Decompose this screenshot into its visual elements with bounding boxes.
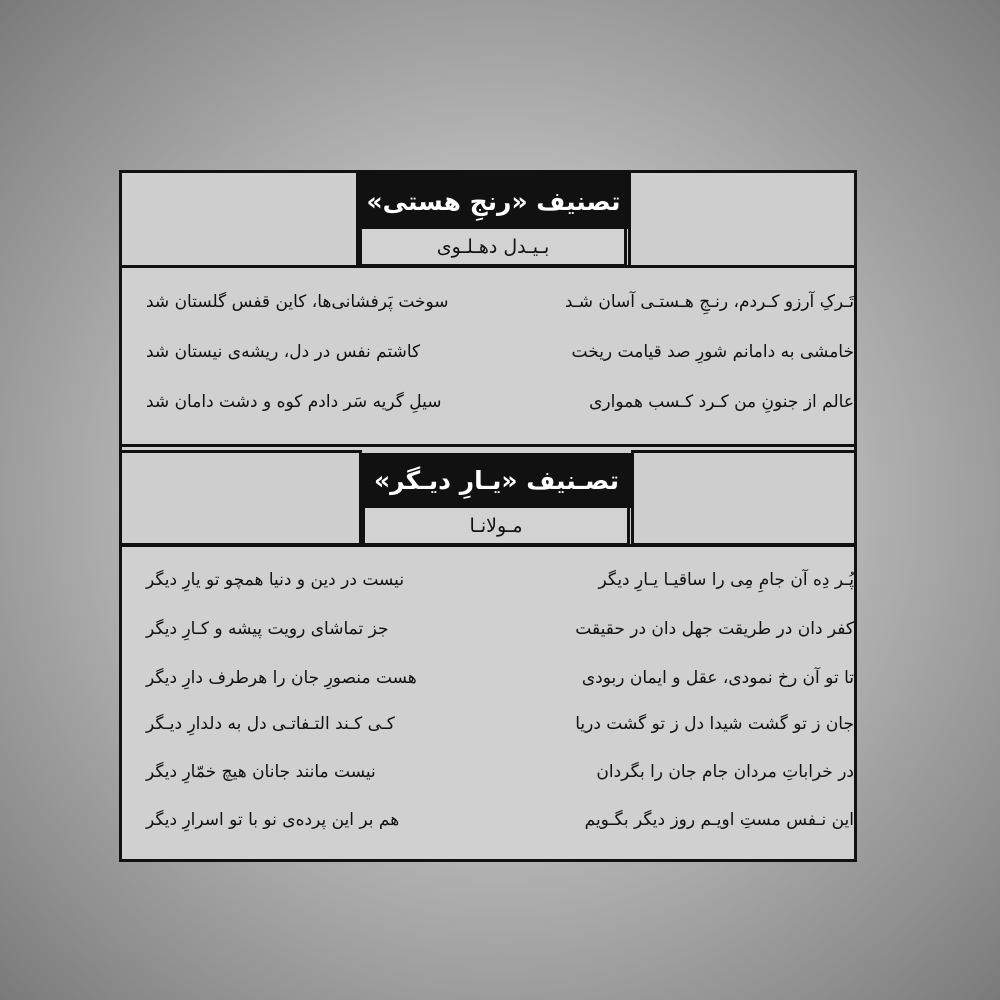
verse-2-5-second-hemistich: نیست مانند جانان هیچ خمّارِ دیگر	[146, 762, 376, 782]
verse-1-3-first-hemistich: عالم از جنونِ من کـرد کـسب همواری	[589, 392, 854, 412]
verse-2-2-second-hemistich: جز تماشای رویت پیشه و کـارِ دیگر	[146, 619, 389, 639]
header-left-panel-1	[119, 170, 359, 268]
verse-1-1-first-hemistich: تَـرکِ آرزو کـردم، رنـجِ هـستـی آسان شـد	[564, 292, 854, 312]
verse-2-4-first-hemistich: جان ز تو گشت شیدا دل ز تو گشت دریا	[575, 714, 854, 734]
verse-2-6-second-hemistich: هم بر این پرده‌ی نو با تو اسرارِ دیگر	[146, 810, 400, 830]
verse-2-1-first-hemistich: پُـر دِه آن جامِ مِی را ساقیـا یـارِ دیگر	[598, 570, 854, 590]
verse-2-5-first-hemistich: در خراباتِ مردان جام جان را بگردان	[596, 762, 854, 782]
section-1-author: بـیـدل دهـلـوی	[359, 229, 627, 267]
verse-2-1-second-hemistich: نیست در دین و دنیا همچو تو یارِ دیگر	[146, 570, 405, 590]
verse-1-2-first-hemistich: خامشی به دامانم شورِ صد قیامت ریخت	[571, 342, 854, 362]
header-right-panel-2	[631, 450, 857, 546]
verse-1-3-second-hemistich: سیلِ گریه سَر دادم کوه و دشت دامان شد	[146, 392, 442, 412]
header-left-panel-2	[119, 450, 362, 546]
verse-2-3-first-hemistich: تا تو آن رخ نمودی، عقل و ایمان ربودی	[581, 668, 854, 688]
verse-1-1-second-hemistich: سوخت پَرفشانی‌ها، کاین قفس گلستان شد	[146, 292, 449, 312]
header-right-panel-1	[628, 170, 857, 268]
section-2-author: مـولانـا	[362, 508, 630, 546]
verse-1-2-second-hemistich: کاشتم نفس در دل، ریشه‌ی نیستان شد	[146, 342, 421, 362]
section-1-header-divider	[119, 265, 857, 268]
section-2-title: تصـنیف «یـارِ دیـگر»	[359, 453, 634, 508]
section-2-header-divider	[119, 544, 857, 547]
verse-2-3-second-hemistich: هست منصورِ جان را هرطرف دارِ دیگر	[146, 668, 417, 688]
verse-2-2-first-hemistich: کفر دان در طریقت جهل دان در حقیقت	[575, 619, 854, 639]
section-divider-top	[119, 444, 857, 447]
verse-2-6-first-hemistich: این نـفس مستِ اویـم روز دیگر بگـویم	[584, 810, 854, 830]
section-1-title: تصنیف «رنجِ هستی»	[356, 173, 631, 229]
verse-2-4-second-hemistich: کـی کـند التـفاتـی دل به دلدارِ دیـگر	[146, 714, 395, 734]
